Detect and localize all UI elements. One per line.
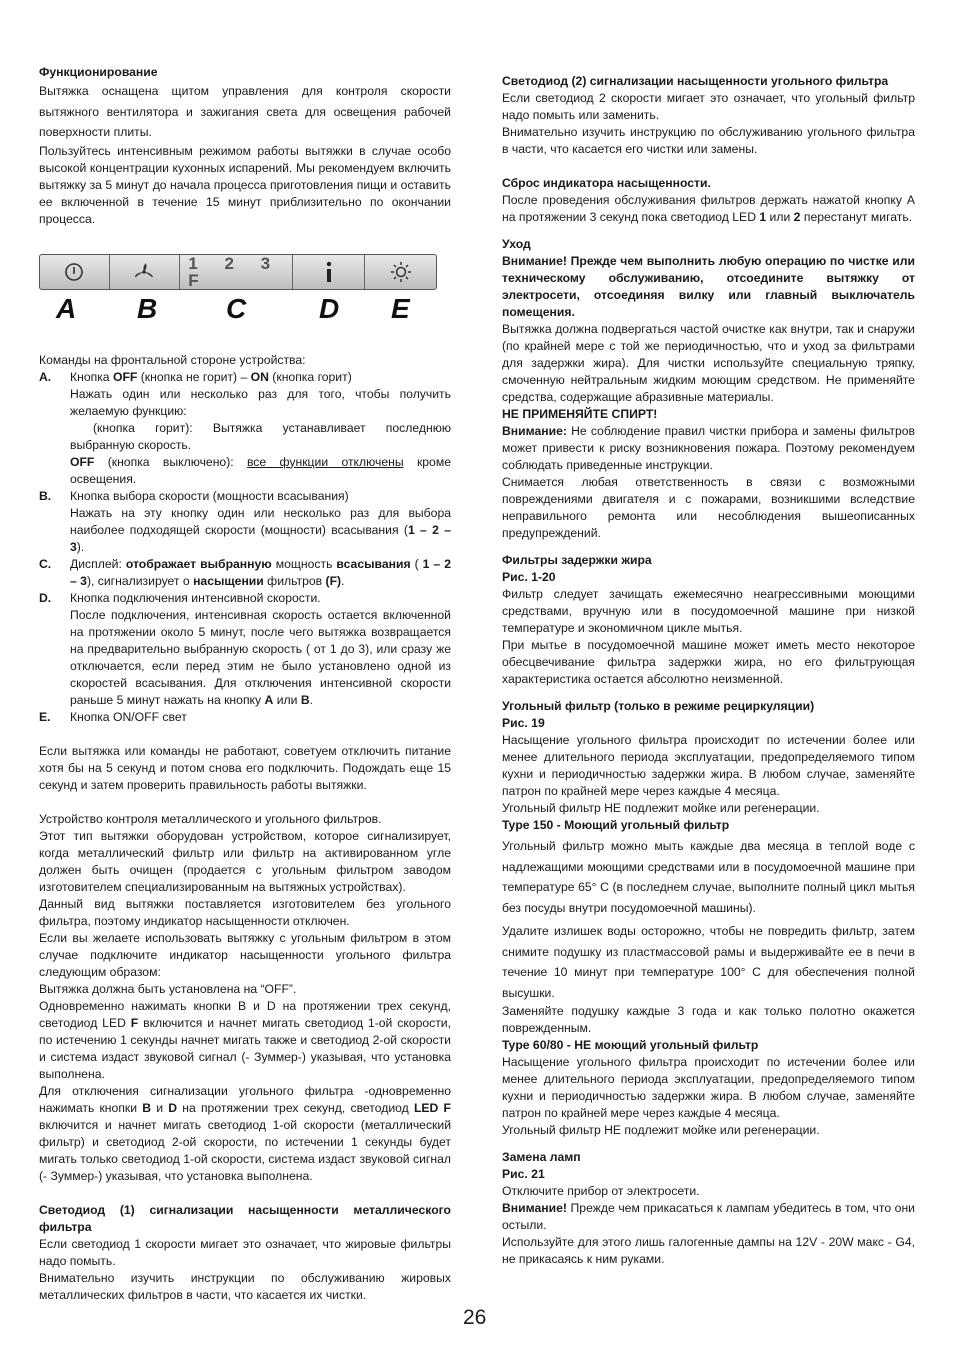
light-button-segment [365,255,436,289]
type150-paragraph-3: Заменяйте подушку каждые 3 года и как только полотно окажется поврежденным. [502,1004,915,1035]
lamp-paragraph-2: Внимание! Прежде чем прикасаться к лампам убедитесь в том, что они остыли. [502,1201,915,1232]
panel-letter-e: E [391,292,410,324]
care-warning: Внимание! Прежде чем выполнить любую операцию по чистке или техническому обслуживанию, отсоедините вытяжку от электросети, отсоединяя вилку или главный выключатель помещения. [502,254,915,319]
filter-device-paragraph-2: Данный вид вытяжки поставляется изготовителем без угольного фильтра, поэтому индикатор насыщенности отключен. [39,896,451,928]
carbon-filter-heading: Угольный фильтр (только в режиме рециркуляции) [502,699,815,713]
type6080-paragraph-2: Угольный фильтр НЕ подлежит мойке или регенерации. [502,1123,820,1137]
command-c-mark: C. [39,556,52,571]
grease-filter-heading: Фильтры задержки жира [502,553,652,567]
light-icon [390,261,412,283]
no-spirit-warning: НЕ ПРИМЕНЯЙТЕ СПИРТ! [502,407,658,421]
lamp-heading: Замена ламп [502,1150,581,1164]
filter-device-paragraph-6: Для отключения сигнализации угольного фильтра -одновременно нажимать кнопки B и D на протяжении трех секунд, светодиод LED F включится и начнет мигать светодиод 1-ой скорости (металлический фильтр) и светодиод 2-ой скорости, по истечении 1 секунды будет мигать только светодиод 1-ой скорости, система издаст звуковой сигнал (- Зуммер-) указывая, что установка выполнена. [39,1083,451,1183]
command-a-mark: A. [39,369,52,384]
command-a-title: Кнопка OFF (кнопка не горит) – ON (кнопка горит) [70,369,352,384]
type6080-heading: Type 60/80 - НЕ моющий угольный фильтр [502,1038,759,1052]
filter-device-paragraph-3: Если вы желаете использовать вытяжку с угольным фильтром в этом случае подключите индикатор насыщенности угольного фильтра следующим образом: [39,930,451,979]
panel-letter-a: A [56,292,77,324]
filter-device-paragraph-4: Вытяжка должна быть установлена на “OFF”. [39,981,297,996]
panel-letter-d: D [319,292,340,324]
care-paragraph-1: Вытяжка должна подвергаться частой очистке как внутри, так и снаружи (по крайней мере с той же периодичностью, что и уход за фильтрами для задержки жира). Для чистки используйте специальную тряпку, смоченную нейтральным жидким моющим средством. Не применяйте средства, содержащие абразивные материалы. [502,322,915,404]
info-button-segment [293,255,366,289]
command-b [39,488,451,505]
panel-letters [39,292,437,330]
led2-heading: Светодиод (2) сигнализации насыщенности угольного фильтра [502,74,889,88]
carbon-filter-figure-ref: Рис. 19 [502,716,545,730]
fan-icon [132,262,156,282]
command-e [39,709,451,726]
command-a-description: Нажать один или несколько раз для того, чтобы получить желаемую функцию: [70,386,451,418]
power-button-segment [40,255,110,289]
reset-indicator-paragraph: После проведения обслуживания фильтров держать нажатой кнопку A на протяжении 3 секунд пока светодиод LED 1 или 2 перестанут мигать. [502,193,915,224]
command-a [39,369,451,386]
functioning-paragraph-1: Вытяжка оснащена щитом управления для контроля скорости вытяжного вентилятора и зажигания света для освещения рабочей поверхности плиты. [39,84,451,139]
led2-paragraph-2: Внимательно изучить инструкцию по обслуживанию угольного фильтра в части, что касается его чистки или замены. [502,125,915,156]
speed-display-text: 1 2 3 F [188,253,282,290]
lamp-paragraph-1: Отключите прибор от электросети. [502,1184,700,1198]
command-a-off-state: OFF (кнопка выключено): все функции отключены кроме освещения. [70,454,451,486]
lamp-figure-ref: Рис. 21 [502,1167,545,1181]
control-panel-figure [39,254,437,330]
command-d-mark: D. [39,590,52,605]
led1-paragraph-1: Если светодиод 1 скорости мигает это означает, что жировые фильтры надо помыть. [39,1236,451,1268]
led1-paragraph-2: Внимательно изучить инструкции по обслуживанию жировых металлических фильтров в части, что касается их чистки. [39,1270,451,1302]
care-heading: Уход [502,237,531,251]
speed-display-segment [180,255,292,289]
fan-button-segment [110,255,181,289]
lamp-paragraph-3: Используйте для этого лишь галогенные дампы на 12V - 20W макс - G4, не прикасаясь к ним руками. [502,1235,915,1266]
type6080-paragraph-1: Насыщение угольного фильтра происходит по истечении более или менее длительного периода эксплуатации, предопределяемого типом кухни и периодичностью задержки жира. В любом случае, заменяйте патрон по крайней мере через каждые 4 месяца. [502,1055,915,1120]
command-c [39,556,451,590]
functioning-paragraph-2: Пользуйтесь интенсивным режимом работы вытяжки в случае особо высокой концентрации кухонных испарений. Мы рекомендуем включить вытяжку за 5 минут до начала процесса приготовления пищи и оставить ее включенной в течение 15 минут приблизительно по окончании процесса. [39,143,451,226]
page-number: 26 [463,1306,487,1329]
type150-paragraph-2: Удалите излишек воды осторожно, чтобы не повредить фильтр, затем снимите подушку из пластмассовой рамы и выдерживайте ее в печи в течение 10 минут при температуре 100° C для обеспечения полной высушки. [502,924,915,1000]
care-paragraph-3: Снимается любая ответственность в связи с возможными повреждениями двигателя и с пожарами, возникшими вследствие неправильного ремонта или несоблюдения вышеописанных предупреждений. [502,475,915,540]
functioning-heading: Функционирование [39,65,158,79]
panel-letter-b: B [137,292,158,324]
command-c-description: Дисплей: отображает выбранную мощность всасывания ( 1 – 2 – 3), сигнализирует о насыщении фильтров (F). [70,556,451,588]
care-paragraph-2: Внимание: Не соблюдение правил чистки прибора и замены фильтров может привести к риску возникновения пожара. Поэтому рекомендуем соблюдать приведенные инструкции. [502,424,915,472]
right-column [502,73,915,1268]
filter-device-paragraph-1: Этот тип вытяжки оборудован устройством, которое сигнализирует, когда металлический фильтр или фильтр на активированном угле должен быть очищен (продается с угольным фильтром заводом изготовителем специализированным на вытяжных устройствах). [39,828,451,894]
left-column [39,64,451,1304]
grease-filter-paragraph-1: Фильтр следует зачищать ежемесячно неагрессивными моющими средствами, вручную или в посудомоечной машине при низкой температуре и экономичном цикле мытья. [502,587,915,635]
command-b-description: Нажать на эту кнопку один или несколько раз для выбора наиболее подходящей скорости (мощности) всасывания (1 – 2 – 3). [70,505,451,554]
reset-indicator-heading: Сброс индикатора насыщенности. [502,176,711,190]
commands-intro: Команды на фронтальной стороне устройства: [39,352,306,367]
reset-power-paragraph: Если вытяжка или команды не работают, советуем отключить питание хотя бы на 5 секунд и потом снова его подключить. Подождать еще 15 секунд и затем проверить правильность работы вытяжки. [39,743,451,792]
command-d [39,590,451,607]
type150-heading: Type 150 - Моющий угольный фильтр [502,818,730,832]
carbon-filter-paragraph-1: Насыщение угольного фильтра происходит по истечении более или менее длительного периода эксплуатации, предопределяемого типом кухни и периодичностью задержки жира. В любом случае, заменяйте патрон по крайней мере через каждые 4 месяца. [502,733,915,798]
command-d-description: После подключения, интенсивная скорость остается включенной на протяжении около 5 минут, после чего вытяжка возвращается на предварительно выбранную скорость ( от 1 до 3), или сразу же отключается, если перед этим не было установлено одной из скоростей всасывания. Для отключения интенсивной скорости раньше 5 минут нажать на кнопку A или B. [70,607,451,707]
control-panel-bar [39,254,437,290]
panel-letter-c: C [226,292,247,324]
filter-device-paragraph-5: Одновременно нажимать кнопки B и D на протяжении трех секунд, светодиод LED F включится и начнет мигать светодиод 1-ой скорости, по истечению 1 секунды начнет мигать также и светодиод 2-ой скорости и система издаст звуковой сигнал (- Зуммер-) указывая, что установка выполнена. [39,998,452,1081]
command-b-title: Кнопка выбора скорости (мощности всасывания) [70,488,349,503]
info-icon [324,261,334,283]
led2-paragraph-1: Если светодиод 2 скорости мигает это означает, что угольный фильтр надо помыть или заменить. [502,91,915,122]
grease-filter-paragraph-2: При мытье в посудомоечной машине может иметь место некоторое обесцвечивание фильтра задержки жира, но его фильтрующая характеристика остается абсолютно неизменной. [502,638,915,686]
power-icon [63,261,85,283]
filter-device-heading: Устройство контроля металлического и угольного фильтров. [39,811,382,826]
grease-filter-figure-ref: Рис. 1-20 [502,570,556,584]
command-d-title: Кнопка подключения интенсивной скорости. [70,590,321,605]
command-e-mark: E. [39,709,51,724]
led1-heading: Светодиод (1) сигнализации насыщенности металлического фильтра [39,1202,451,1234]
command-e-title: Кнопка ON/OFF свет [70,709,187,724]
command-b-mark: B. [39,488,52,503]
type150-paragraph-1: Угольный фильтр можно мыть каждые два месяца в теплой воде с надлежащими моющими средствами или в посудомоечной машине при температуре 65° C (в последнем случае, выполните полный цикл мытья без посуды внутри посудомоечной машины). [502,839,915,915]
command-a-on-state: (кнопка горит): Вытяжка устанавливает последнюю выбранную скорость. [70,420,451,452]
carbon-filter-paragraph-2: Угольный фильтр НЕ подлежит мойке или регенерации. [502,801,820,815]
